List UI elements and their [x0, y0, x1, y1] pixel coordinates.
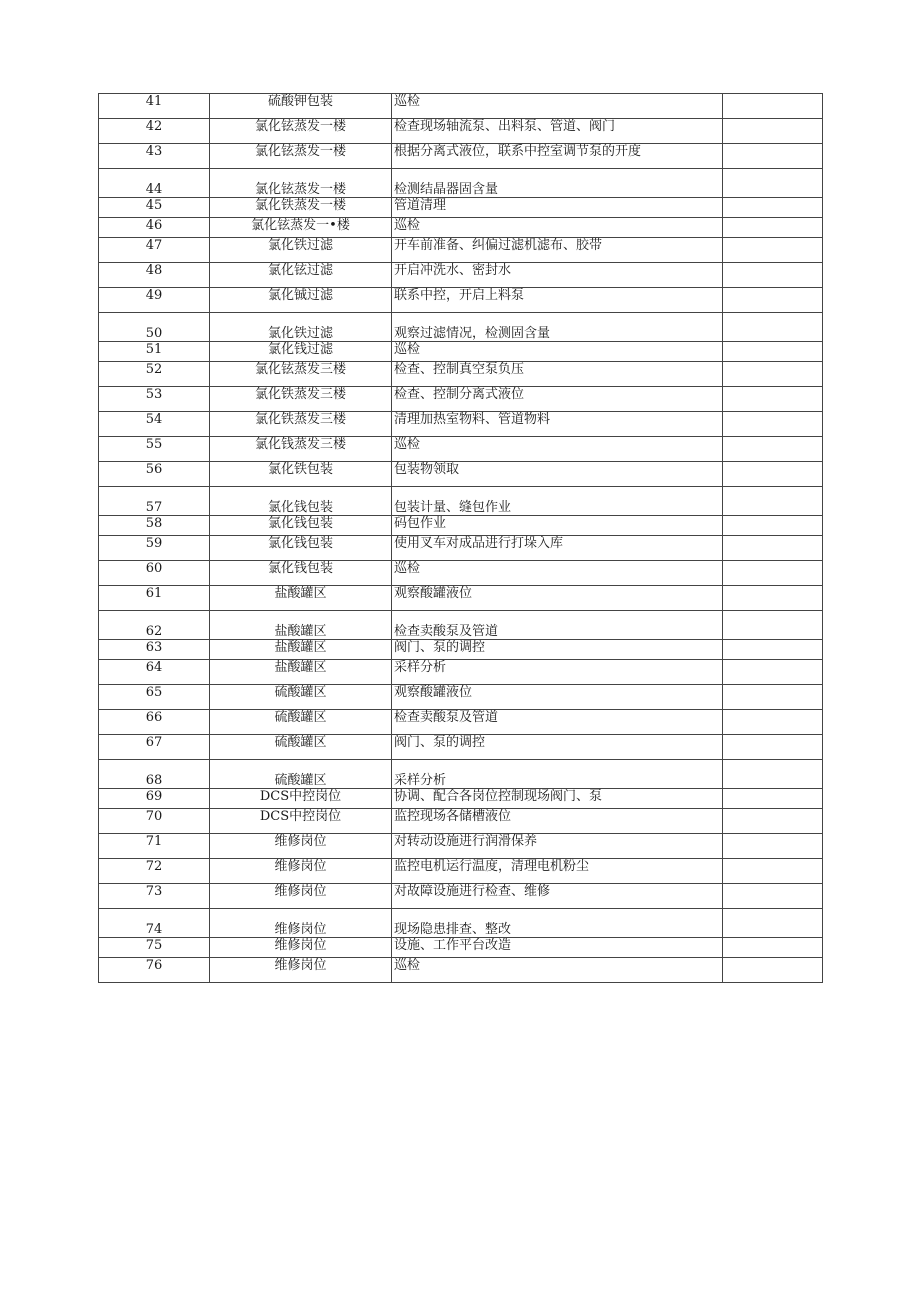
table-row	[99, 387, 823, 412]
table-row	[99, 735, 823, 760]
task-description-cell: 巡检	[392, 342, 723, 362]
work-area-cell: DCS中控岗位	[210, 789, 392, 809]
work-area-cell: 盐酸罐区	[210, 586, 392, 611]
table-row	[99, 288, 823, 313]
work-area-cell: 氯化铁蒸发三楼	[210, 412, 392, 437]
work-area-cell: 盐酸罐区	[210, 611, 392, 640]
work-area-cell: 氯化钱蒸发三楼	[210, 437, 392, 462]
remark-cell	[723, 789, 823, 809]
row-number-cell: 59	[99, 536, 210, 561]
table-row	[99, 218, 823, 238]
task-description-cell: 对故障设施进行检查、维修	[392, 884, 723, 909]
row-number-cell: 76	[99, 958, 210, 983]
work-area-cell: 氯化钱过滤	[210, 342, 392, 362]
remark-cell	[723, 516, 823, 536]
remark-cell	[723, 809, 823, 834]
work-area-cell: 硫酸罐区	[210, 735, 392, 760]
row-number-cell: 64	[99, 660, 210, 685]
remark-cell	[723, 561, 823, 586]
table-row	[99, 238, 823, 263]
row-number-cell: 74	[99, 909, 210, 938]
task-description-cell: 对转动设施进行润滑保养	[392, 834, 723, 859]
row-number-cell: 58	[99, 516, 210, 536]
row-number-cell: 48	[99, 263, 210, 288]
row-number-cell: 70	[99, 809, 210, 834]
work-area-cell: 硫酸罐区	[210, 710, 392, 735]
table-row	[99, 834, 823, 859]
work-area-cell: 氯化铁蒸发一楼	[210, 198, 392, 218]
table-body	[99, 94, 823, 983]
row-number-cell: 57	[99, 487, 210, 516]
row-number-cell: 46	[99, 218, 210, 238]
work-area-cell: 硫酸罐区	[210, 760, 392, 789]
row-number-cell: 56	[99, 462, 210, 487]
table-row	[99, 586, 823, 611]
table-row	[99, 710, 823, 735]
row-number-cell: 60	[99, 561, 210, 586]
row-number-cell: 53	[99, 387, 210, 412]
remark-cell	[723, 412, 823, 437]
row-number-cell: 49	[99, 288, 210, 313]
work-area-cell: 维修岗位	[210, 938, 392, 958]
remark-cell	[723, 859, 823, 884]
remark-cell	[723, 710, 823, 735]
task-description-cell: 巡检	[392, 958, 723, 983]
task-description-cell: 使用叉车对成品进行打垛入库	[392, 536, 723, 561]
work-area-cell: 氯化铁过滤	[210, 313, 392, 342]
remark-cell	[723, 169, 823, 198]
remark-cell	[723, 313, 823, 342]
row-number-cell: 71	[99, 834, 210, 859]
table-row	[99, 362, 823, 387]
table-row	[99, 561, 823, 586]
work-area-cell: 盐酸罐区	[210, 660, 392, 685]
task-description-cell: 巡检	[392, 218, 723, 238]
task-description-cell: 巡检	[392, 94, 723, 119]
task-description-cell: 检查卖酸泵及管道	[392, 611, 723, 640]
task-description-cell: 观察酸罐液位	[392, 685, 723, 710]
work-area-cell: 维修岗位	[210, 859, 392, 884]
table-row	[99, 760, 823, 789]
work-area-cell: 维修岗位	[210, 834, 392, 859]
row-number-cell: 67	[99, 735, 210, 760]
remark-cell	[723, 586, 823, 611]
work-area-cell: 盐酸罐区	[210, 640, 392, 660]
table-row	[99, 462, 823, 487]
row-number-cell: 68	[99, 760, 210, 789]
task-description-cell: 现场隐患排查、整改	[392, 909, 723, 938]
table-row	[99, 119, 823, 144]
table-row	[99, 342, 823, 362]
remark-cell	[723, 198, 823, 218]
row-number-cell: 61	[99, 586, 210, 611]
remark-cell	[723, 218, 823, 238]
row-number-cell: 72	[99, 859, 210, 884]
work-area-cell: 氯化钱包装	[210, 516, 392, 536]
remark-cell	[723, 640, 823, 660]
row-number-cell: 47	[99, 238, 210, 263]
remark-cell	[723, 685, 823, 710]
task-description-cell: 根据分离式液位，联系中控室调节泵的开度	[392, 144, 723, 169]
remark-cell	[723, 119, 823, 144]
table-row	[99, 437, 823, 462]
table-row	[99, 859, 823, 884]
work-area-cell: 硫酸罐区	[210, 685, 392, 710]
row-number-cell: 44	[99, 169, 210, 198]
task-description-cell: 检查、控制分离式液位	[392, 387, 723, 412]
remark-cell	[723, 660, 823, 685]
table-row	[99, 884, 823, 909]
work-area-cell: 氯化铁过滤	[210, 238, 392, 263]
task-description-cell: 包装物领取	[392, 462, 723, 487]
table-row	[99, 536, 823, 561]
row-number-cell: 66	[99, 710, 210, 735]
task-description-cell: 检查、控制真空泵负压	[392, 362, 723, 387]
remark-cell	[723, 437, 823, 462]
row-number-cell: 73	[99, 884, 210, 909]
work-area-cell: DCS中控岗位	[210, 809, 392, 834]
work-area-cell: 氯化铉蒸发一楼	[210, 169, 392, 198]
task-description-cell: 码包作业	[392, 516, 723, 536]
work-area-cell: 维修岗位	[210, 909, 392, 938]
task-description-cell: 监控电机运行温度，清理电机粉尘	[392, 859, 723, 884]
task-description-cell: 检测结晶器固含量	[392, 169, 723, 198]
remark-cell	[723, 909, 823, 938]
table-row	[99, 94, 823, 119]
row-number-cell: 54	[99, 412, 210, 437]
remark-cell	[723, 536, 823, 561]
row-number-cell: 63	[99, 640, 210, 660]
task-description-cell: 包装计量、缝包作业	[392, 487, 723, 516]
task-description-cell: 开启冲洗水、密封水	[392, 263, 723, 288]
task-description-cell: 观察过滤情况，检测固含量	[392, 313, 723, 342]
task-description-cell: 巡检	[392, 437, 723, 462]
table-row	[99, 909, 823, 938]
work-area-cell: 氯化钱包装	[210, 487, 392, 516]
table-row	[99, 938, 823, 958]
remark-cell	[723, 288, 823, 313]
task-description-cell: 阀门、泵的调控	[392, 735, 723, 760]
remark-cell	[723, 263, 823, 288]
work-area-cell: 氯化铉蒸发一•楼	[210, 218, 392, 238]
table-row	[99, 516, 823, 536]
work-area-cell: 维修岗位	[210, 884, 392, 909]
remark-cell	[723, 735, 823, 760]
task-description-cell: 采样分析	[392, 760, 723, 789]
work-task-table	[98, 93, 823, 983]
remark-cell	[723, 94, 823, 119]
table-row	[99, 144, 823, 169]
task-description-cell: 管道清理	[392, 198, 723, 218]
task-description-cell: 清理加热室物料、管道物料	[392, 412, 723, 437]
remark-cell	[723, 884, 823, 909]
work-area-cell: 氯化铉蒸发三楼	[210, 362, 392, 387]
work-area-cell: 氯化铁包装	[210, 462, 392, 487]
remark-cell	[723, 462, 823, 487]
row-number-cell: 65	[99, 685, 210, 710]
work-area-cell: 氯化铉蒸发一楼	[210, 144, 392, 169]
remark-cell	[723, 760, 823, 789]
work-area-cell: 氯化钱包装	[210, 561, 392, 586]
task-description-cell: 监控现场各储槽液位	[392, 809, 723, 834]
remark-cell	[723, 387, 823, 412]
task-description-cell: 巡检	[392, 561, 723, 586]
row-number-cell: 43	[99, 144, 210, 169]
task-description-cell: 阀门、泵的调控	[392, 640, 723, 660]
work-area-cell: 氯化铉过滤	[210, 263, 392, 288]
row-number-cell: 75	[99, 938, 210, 958]
row-number-cell: 50	[99, 313, 210, 342]
remark-cell	[723, 144, 823, 169]
remark-cell	[723, 342, 823, 362]
row-number-cell: 45	[99, 198, 210, 218]
remark-cell	[723, 834, 823, 859]
task-description-cell: 检查现场轴流泵、出料泵、管道、阀门	[392, 119, 723, 144]
remark-cell	[723, 611, 823, 640]
task-description-cell: 联系中控，开启上料泵	[392, 288, 723, 313]
table-row	[99, 487, 823, 516]
remark-cell	[723, 362, 823, 387]
row-number-cell: 41	[99, 94, 210, 119]
task-description-cell: 开车前准备、纠偏过滤机滤布、胶带	[392, 238, 723, 263]
table-row	[99, 685, 823, 710]
work-area-cell: 氯化铉蒸发一楼	[210, 119, 392, 144]
remark-cell	[723, 238, 823, 263]
row-number-cell: 51	[99, 342, 210, 362]
row-number-cell: 52	[99, 362, 210, 387]
row-number-cell: 69	[99, 789, 210, 809]
task-description-cell: 观察酸罐液位	[392, 586, 723, 611]
table-row	[99, 660, 823, 685]
table-row	[99, 789, 823, 809]
remark-cell	[723, 958, 823, 983]
table-row	[99, 263, 823, 288]
task-description-cell: 设施、工作平台改造	[392, 938, 723, 958]
table-row	[99, 640, 823, 660]
table-row	[99, 198, 823, 218]
row-number-cell: 42	[99, 119, 210, 144]
table-row	[99, 313, 823, 342]
table-row	[99, 169, 823, 198]
remark-cell	[723, 938, 823, 958]
work-area-cell: 维修岗位	[210, 958, 392, 983]
remark-cell	[723, 487, 823, 516]
work-area-cell: 氯化铖过滤	[210, 288, 392, 313]
work-area-cell: 硫酸钾包装	[210, 94, 392, 119]
table-row	[99, 412, 823, 437]
work-area-cell: 氯化铁蒸发三楼	[210, 387, 392, 412]
row-number-cell: 55	[99, 437, 210, 462]
table-row	[99, 611, 823, 640]
work-area-cell: 氯化钱包装	[210, 536, 392, 561]
task-description-cell: 检查卖酸泵及管道	[392, 710, 723, 735]
table-row	[99, 958, 823, 983]
table-row	[99, 809, 823, 834]
task-description-cell: 协调、配合各岗位控制现场阀门、泵	[392, 789, 723, 809]
task-description-cell: 采样分析	[392, 660, 723, 685]
row-number-cell: 62	[99, 611, 210, 640]
